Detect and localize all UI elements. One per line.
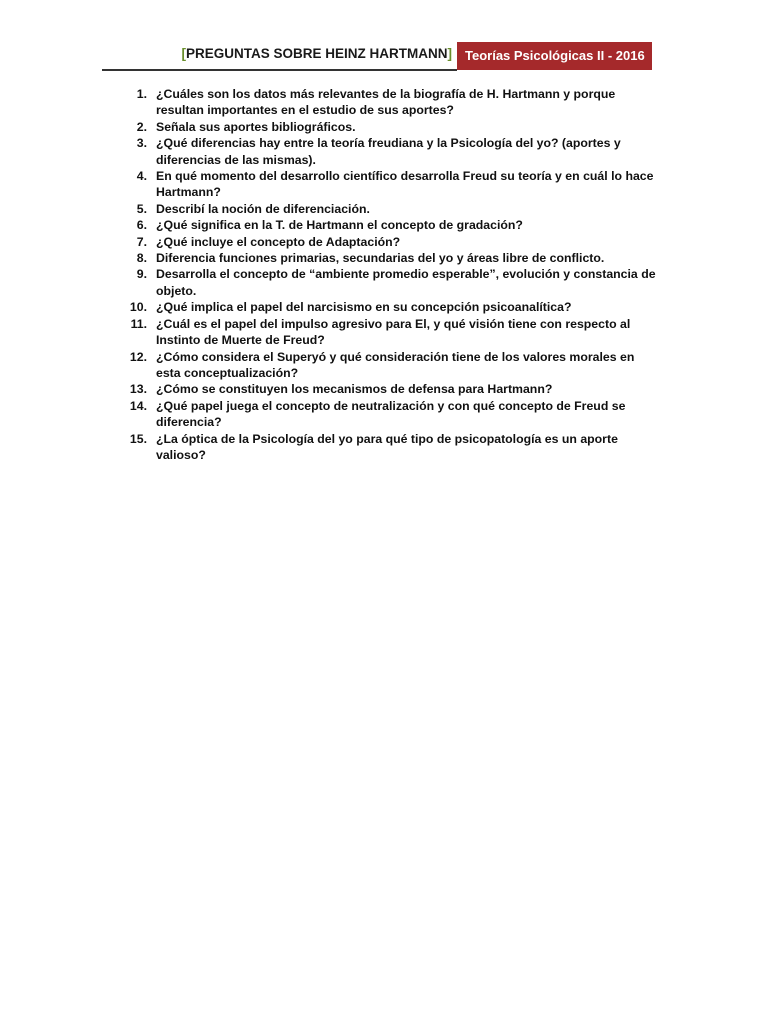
question-item xyxy=(120,398,660,431)
title-bracket-close: ] xyxy=(447,46,452,61)
question-item xyxy=(120,250,660,266)
question-text: ¿Cómo se constituyen los mecanismos de defensa para Hartmann? xyxy=(156,382,553,397)
question-text: ¿Cuál es el papel del impulso agresivo para El, y qué visión tiene con respecto al Instinto de Muerte de Freud? xyxy=(156,316,631,348)
question-item xyxy=(120,266,660,299)
question-number: 13. xyxy=(129,382,147,397)
question-number: 14. xyxy=(129,398,147,413)
question-number: 10. xyxy=(129,300,147,315)
question-text: ¿Qué papel juega el concepto de neutralización y con qué concepto de Freud se diferencia? xyxy=(156,398,626,430)
question-number: 3. xyxy=(136,136,147,151)
question-item xyxy=(120,299,660,315)
question-number: 4. xyxy=(136,169,147,184)
question-number: 5. xyxy=(136,201,147,216)
question-number: 9. xyxy=(136,267,147,282)
question-text: Diferencia funciones primarias, secundarias del yo y áreas libre de conflicto. xyxy=(156,251,605,266)
question-item xyxy=(120,168,660,201)
question-item xyxy=(120,234,660,250)
question-text: ¿Qué significa en la T. de Hartmann el concepto de gradación? xyxy=(156,218,523,233)
question-number: 15. xyxy=(129,431,147,446)
question-item xyxy=(120,119,660,135)
document-title xyxy=(181,46,452,61)
question-text: ¿Qué incluye el concepto de Adaptación? xyxy=(156,234,401,249)
question-text: En qué momento del desarrollo científico desarrolla Freud su teoría y en cuál lo hace Hartmann? xyxy=(156,169,654,200)
question-text: ¿Qué implica el papel del narcisismo en su concepción psicoanalítica? xyxy=(156,300,572,315)
question-text: Señala sus aportes bibliográficos. xyxy=(156,119,356,134)
question-number: 2. xyxy=(136,119,147,134)
question-number: 8. xyxy=(136,251,147,266)
question-item xyxy=(120,86,660,119)
question-number: 7. xyxy=(136,234,147,249)
question-item xyxy=(120,316,660,349)
question-item xyxy=(120,217,660,233)
question-number: 12. xyxy=(129,349,147,364)
questions-list xyxy=(120,86,660,463)
header-divider xyxy=(102,69,457,71)
question-text: ¿La óptica de la Psicología del yo para qué tipo de psicopatología es un aporte valioso? xyxy=(156,431,618,462)
title-bracket-open: [ xyxy=(181,46,186,61)
document-title-text: PREGUNTAS SOBRE HEINZ HARTMANN xyxy=(185,46,448,61)
page-header xyxy=(102,42,652,70)
question-text: Desarrolla el concepto de “ambiente promedio esperable”, evolución y constancia de objeto. xyxy=(156,267,656,298)
question-item xyxy=(120,349,660,382)
question-item xyxy=(120,135,660,168)
question-text: Describí la noción de diferenciación. xyxy=(156,201,370,216)
course-label: Teorías Psicológicas II - 2016 xyxy=(457,42,652,70)
question-text: ¿Cuáles son los datos más relevantes de la biografía de H. Hartmann y porque resultan importantes en el estudio de sus aportes? xyxy=(156,87,616,118)
question-item xyxy=(120,201,660,217)
question-number: 1. xyxy=(136,87,147,101)
question-text: ¿Qué diferencias hay entre la teoría freudiana y la Psicología del yo? (aportes y diferencias de las mismas). xyxy=(156,136,621,167)
question-text: ¿Cómo considera el Superyó y qué consideración tiene de los valores morales en esta conceptualización? xyxy=(156,349,635,380)
question-item xyxy=(120,431,660,464)
question-number: 11. xyxy=(130,316,147,331)
question-number: 6. xyxy=(136,218,147,233)
question-item xyxy=(120,381,660,397)
